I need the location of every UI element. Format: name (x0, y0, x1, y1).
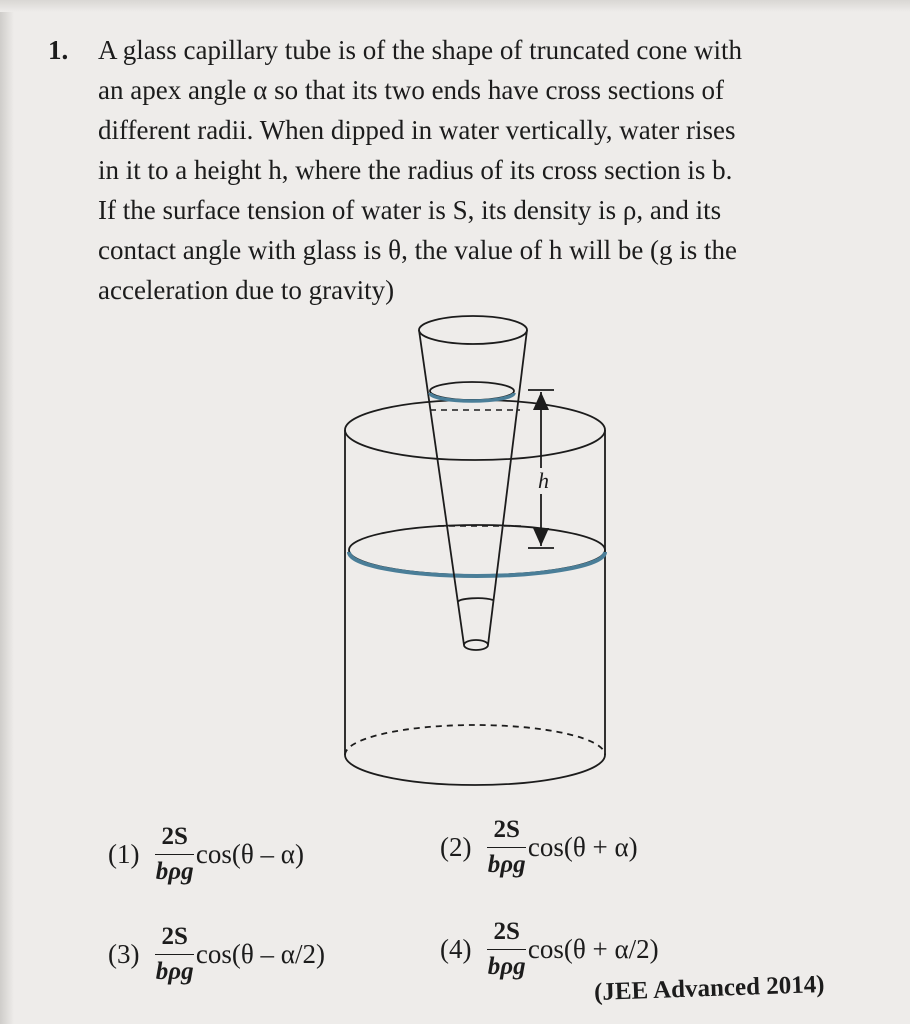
height-label: h (538, 468, 549, 493)
tube-right-wall (488, 330, 527, 645)
option-4[interactable] (440, 917, 659, 982)
option-number: (4) (440, 934, 472, 964)
option-expression: cos(θ – α) (195, 839, 304, 869)
fraction (155, 822, 193, 887)
fraction (487, 815, 525, 880)
water-surface-front (349, 552, 605, 576)
option-number: (2) (440, 832, 472, 862)
question-line: acceleration due to gravity) (98, 275, 395, 305)
beaker-rim (345, 400, 605, 460)
question-number: 1. (48, 35, 69, 65)
question-line: If the surface tension of water is S, its density is ρ, and its (98, 195, 722, 225)
question-line: in it to a height h, where the radius of its cross section is b. (98, 155, 733, 185)
tube-bottom-opening (464, 640, 488, 650)
option-3[interactable] (108, 922, 325, 987)
question-text (98, 30, 878, 310)
option-expression: cos(θ + α) (527, 832, 638, 862)
fraction-numerator: 2S (155, 822, 193, 855)
question-line: contact angle with glass is θ, the value of h will be (g is the (98, 235, 738, 265)
page-edge (0, 0, 14, 1024)
option-expression: cos(θ + α/2) (527, 934, 659, 964)
capillary-figure (330, 300, 630, 790)
option-expression: cos(θ – α/2) (195, 939, 325, 969)
fraction (487, 917, 525, 982)
fraction-denominator: bρg (155, 958, 194, 985)
beaker-base-front (345, 755, 605, 785)
meniscus-front (430, 393, 514, 401)
option-1[interactable] (108, 822, 304, 887)
fraction (155, 922, 193, 987)
option-number: (3) (108, 939, 140, 969)
question-line: A glass capillary tube is of the shape of truncated cone with (98, 35, 743, 65)
question-line: different radii. When dipped in water vertically, water rises (98, 115, 736, 145)
height-arrow-head-down (533, 528, 549, 546)
fraction-denominator: bρg (155, 858, 194, 885)
exam-source: (JEE Advanced 2014) (593, 970, 825, 1007)
fraction-numerator: 2S (155, 922, 193, 955)
option-2[interactable] (440, 815, 638, 880)
fraction-denominator: bρg (487, 851, 526, 878)
height-arrow-head-up (533, 392, 549, 410)
tube-top-opening (419, 316, 527, 344)
top-strip (0, 0, 910, 12)
option-number: (1) (108, 839, 140, 869)
tube-left-wall (419, 330, 464, 645)
fraction-numerator: 2S (487, 917, 525, 950)
beaker-base-back (345, 725, 605, 755)
tube-inner-level (458, 598, 493, 602)
question-line: an apex angle α so that its two ends have cross sections of (98, 75, 724, 105)
fraction-numerator: 2S (487, 815, 525, 848)
fraction-denominator: bρg (487, 953, 526, 980)
